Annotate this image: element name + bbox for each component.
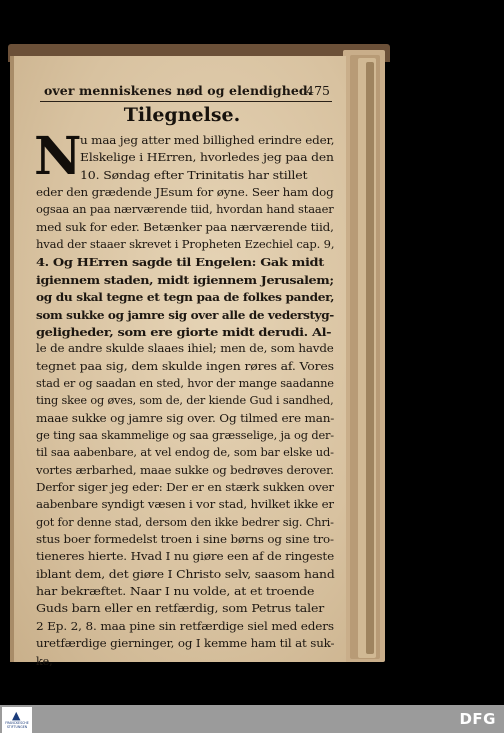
text-line: stad er og saadan en sted, hvor der mange saadanne <box>36 376 334 390</box>
institution-logo[interactable] <box>2 707 32 733</box>
building-icon: ▲ <box>12 709 21 722</box>
dfg-logo[interactable]: DFG <box>459 710 496 728</box>
text-line: stus boer formedelst troen i sine børns og sine tro- <box>36 533 334 547</box>
text-line: eder den grædende JEsum for øyne. Seer ham dog <box>36 186 334 200</box>
text-line: og du skal tegne et tegn paa de folkes pander, <box>36 290 335 305</box>
text-line: tegnet paa sig, dem skulde ingen røres af. Vores <box>36 359 334 373</box>
text-line: har bekræftet. Naar I nu volde, at et troende <box>36 585 315 599</box>
body-text <box>14 56 350 668</box>
text-line: hvad der staaer skrevet i Propheten Ezechiel cap. 9, <box>36 238 335 252</box>
text-line: ke, <box>36 654 53 668</box>
text-line: igiennem staden, midt igiennem Jerusalem; <box>36 272 334 287</box>
running-head-title: over menniskenes nød og elendighed. <box>44 83 313 98</box>
page-edge <box>366 62 374 654</box>
text-line: til saa aabenbare, at vel endog de, som bar elske ud- <box>36 446 334 460</box>
text-line: Derfor siger jeg eder: Der er en stærk sukken over <box>36 481 334 494</box>
text-line: ogsaa an paa nærværende tiid, hvordan hand staaer <box>36 203 334 217</box>
text-line: got for denne stad, dersom den ikke bedrer sig. Chri- <box>36 515 334 529</box>
text-line: 4. Og HErren sagde til Engelen: Gak midt <box>36 255 324 270</box>
text-line: 2 Ep. 2, 8. maa pine sin retfærdige siel med eders <box>36 619 334 633</box>
text-line: geligheder, som ere giorte midt derudi. Al- <box>36 324 332 339</box>
drop-cap: N <box>34 126 82 187</box>
text-line: tieneres hierte. Hvad I nu giøre een af de ringeste <box>36 550 335 564</box>
page-number: 475 <box>306 83 330 98</box>
text-line: ge ting saa skammelige og saa græsselige, ja og der- <box>36 428 335 442</box>
institution-logo-text: FRANCKESCHE STIFTUNGEN <box>5 721 29 729</box>
section-title: Tilegnelse. <box>123 104 241 126</box>
text-line: Guds barn eller en retfærdig, som Petrus taler <box>36 602 325 616</box>
text-line: ting skee og øves, som de, der kiende Gud i sandhed, <box>36 394 334 408</box>
text-line: vortes ærbarhed, maae sukke og bedrøves derover. <box>36 463 334 477</box>
text-line: aabenbare syndigt væsen i vor stad, hvilket ikke er <box>36 498 334 512</box>
text-line: le de andre skulde slaaes ihiel; men de, som havde <box>36 342 334 356</box>
text-line: med suk for eder. Betænker paa nærværende tiid, <box>36 220 334 234</box>
text-line: Elskelige i HErren, hvorledes jeg paa den <box>80 151 334 165</box>
text-line: maae sukke og jamre sig over. Og tilmed ere man- <box>36 411 335 425</box>
text-line: iblant dem, det giøre I Christo selv, saasom hand <box>36 567 335 581</box>
text-line: uretfærdige gierninger, og I kemme ham til at suk- <box>36 637 335 651</box>
text-line: som sukke og jamre sig over alle de vederstyg- <box>36 307 334 322</box>
footer-bar <box>0 705 504 733</box>
text-line: u maa jeg atter med billighed erindre eder, <box>80 134 335 147</box>
text-line: 10. Søndag efter Trinitatis har stillet <box>80 168 308 182</box>
book-page <box>10 56 346 668</box>
